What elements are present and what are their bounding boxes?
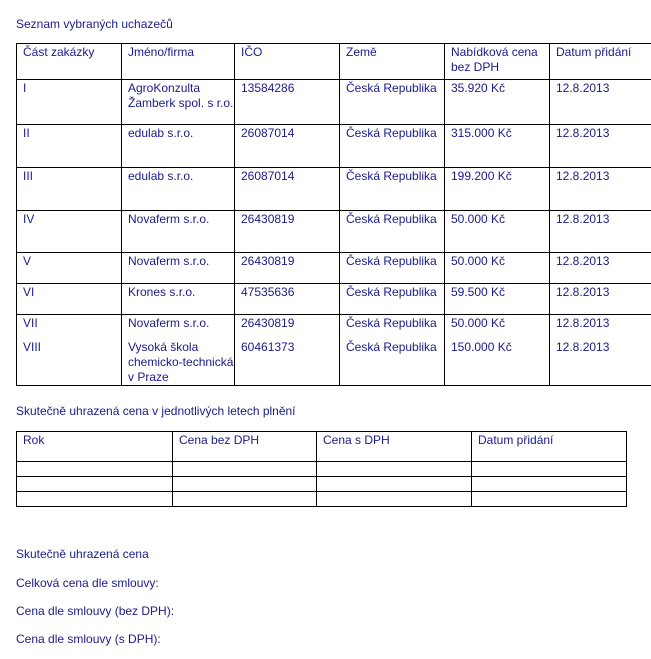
cell-ico: 26430819 <box>235 315 340 339</box>
empty-cell <box>173 477 317 492</box>
cell-part: IV <box>17 211 122 253</box>
cell-date: 12.8.2013 <box>550 253 651 284</box>
empty-cell <box>472 492 627 507</box>
empty-cell <box>472 462 627 477</box>
cell-name: AgroKonzulta Žamberk spol. s r.o. <box>122 80 235 125</box>
cell-name: Novaferm s.r.o. <box>122 211 235 253</box>
section-title-paid-per-year: Skutečně uhrazená cena v jednotlivých letech plnění <box>16 404 296 418</box>
section-title-selected-bidders: Seznam vybraných uchazečů <box>16 17 173 31</box>
table-row <box>17 211 651 253</box>
cell-price: 150.000 Kč <box>445 339 550 386</box>
header-cell: Země <box>340 44 445 80</box>
empty-cell <box>17 492 173 507</box>
cell-date: 12.8.2013 <box>550 339 651 386</box>
cell-name: Krones s.r.o. <box>122 284 235 315</box>
cell-date: 12.8.2013 <box>550 125 651 168</box>
cell-part: I <box>17 80 122 125</box>
total-price-label: Celková cena dle smlouvy: <box>16 576 159 590</box>
cell-price: 50.000 Kč <box>445 211 550 253</box>
cell-name: edulab s.r.o. <box>122 168 235 211</box>
header-cell: Cena s DPH <box>317 432 472 462</box>
price-no-vat-label: Cena dle smlouvy (bez DPH): <box>16 604 175 618</box>
cell-country: Česká Republika <box>340 315 445 339</box>
cell-country: Česká Republika <box>340 211 445 253</box>
table-header-row <box>17 44 651 80</box>
cell-ico: 13584286 <box>235 80 340 125</box>
cell-price: 59.500 Kč <box>445 284 550 315</box>
cell-price: 50.000 Kč <box>445 315 550 339</box>
table-row <box>17 284 651 315</box>
table-row <box>17 125 651 168</box>
empty-cell <box>317 462 472 477</box>
empty-cell <box>17 462 173 477</box>
cell-name: Vysoká škola chemicko-technická v Praze <box>122 339 235 386</box>
header-cell: Nabídková cena bez DPH <box>445 44 550 80</box>
header-cell: Část zakázky <box>17 44 122 80</box>
cell-country: Česká Republika <box>340 339 445 386</box>
empty-cell <box>173 462 317 477</box>
cell-country: Česká Republika <box>340 168 445 211</box>
cell-country: Česká Republika <box>340 284 445 315</box>
empty-cell <box>317 477 472 492</box>
table-row <box>17 253 651 284</box>
cell-country: Česká Republika <box>340 253 445 284</box>
cell-price: 50.000 Kč <box>445 253 550 284</box>
empty-cell <box>173 492 317 507</box>
cell-date: 12.8.2013 <box>550 211 651 253</box>
price-vat-label: Cena dle smlouvy (s DPH): <box>16 632 161 646</box>
table-header-row <box>17 432 627 462</box>
cell-part: VII <box>17 315 122 339</box>
cell-part: V <box>17 253 122 284</box>
cell-date: 12.8.2013 <box>550 168 651 211</box>
cell-ico: 26430819 <box>235 253 340 284</box>
cell-price: 315.000 Kč <box>445 125 550 168</box>
cell-country: Česká Republika <box>340 125 445 168</box>
cell-name: Novaferm s.r.o. <box>122 253 235 284</box>
cell-part: II <box>17 125 122 168</box>
cell-price: 35.920 Kč <box>445 80 550 125</box>
selected-bidders-table <box>16 43 651 386</box>
cell-part: VIII <box>17 339 122 386</box>
cell-ico: 47535636 <box>235 284 340 315</box>
cell-country: Česká Republika <box>340 80 445 125</box>
header-cell: Datum přidání <box>472 432 627 462</box>
cell-ico: 26087014 <box>235 168 340 211</box>
cell-date: 12.8.2013 <box>550 284 651 315</box>
empty-cell <box>17 477 173 492</box>
header-cell: Jméno/firma <box>122 44 235 80</box>
paid-per-year-table <box>16 431 627 507</box>
table-row <box>17 492 627 507</box>
empty-cell <box>472 477 627 492</box>
empty-cell <box>317 492 472 507</box>
header-cell: Rok <box>17 432 173 462</box>
header-cell: Datum přidání <box>550 44 651 80</box>
table-row <box>17 462 627 477</box>
cell-part: III <box>17 168 122 211</box>
section-title-paid-price: Skutečně uhrazená cena <box>16 547 149 561</box>
cell-date: 12.8.2013 <box>550 315 651 339</box>
table-row <box>17 168 651 211</box>
table-row <box>17 339 651 386</box>
table-row <box>17 80 651 125</box>
cell-part: VI <box>17 284 122 315</box>
cell-ico: 26430819 <box>235 211 340 253</box>
cell-name: edulab s.r.o. <box>122 125 235 168</box>
cell-ico: 60461373 <box>235 339 340 386</box>
cell-date: 12.8.2013 <box>550 80 651 125</box>
table-row <box>17 315 651 339</box>
cell-name: Novaferm s.r.o. <box>122 315 235 339</box>
header-cell: Cena bez DPH <box>173 432 317 462</box>
header-cell: IČO <box>235 44 340 80</box>
cell-ico: 26087014 <box>235 125 340 168</box>
table-row <box>17 477 627 492</box>
cell-price: 199.200 Kč <box>445 168 550 211</box>
